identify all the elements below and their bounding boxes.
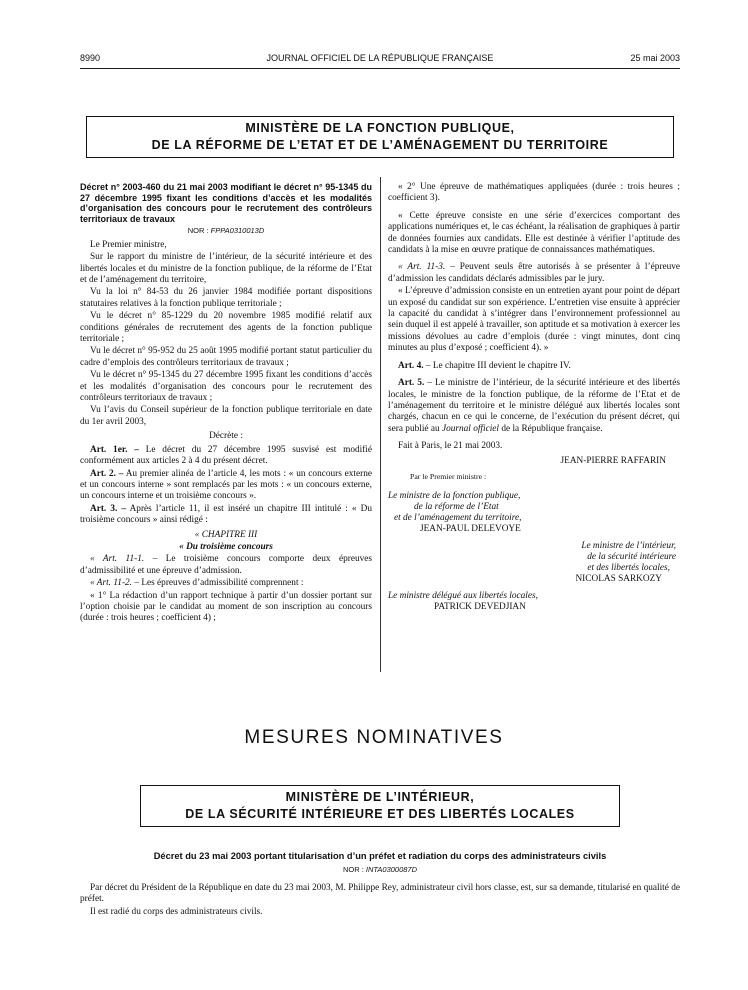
decree2-nor-label: NOR : [342,865,366,874]
decree-title: Décret n° 2003-460 du 21 mai 2003 modifiant le décret n° 95-1345 du 27 décembre 1995 fixant les conditions d’accès et les modalités d’organisation des concours pour le recrutement des contrôleurs territoriaux de travaux [80,182,372,224]
article-4-label: Art. 4. [398,360,424,371]
article-1 [80,445,372,468]
chapter-title: « Du troisième concours [179,541,273,552]
minister-fp-line2: de la réforme de l’Etat [414,502,499,513]
article-5-journal: Journal officiel [441,423,500,434]
issue-date: 25 mai 2003 [630,53,680,63]
signature-minister-interior [388,541,680,585]
article-2-text: Au premier alinéa de l’article 4, les mots : « un concours externe et un concours interne » sont remplacés par les mots : « un concours externe, un concours interne et un troisième concours ». [80,468,372,502]
article-1-text: Le décret du 27 décembre 1995 susvisé est modifié conformément aux articles 2 à 4 du présent décret. [80,444,372,467]
ministry2-heading-line1: MINISTÈRE DE L’INTÉRIEUR, [285,790,475,804]
nor-label: NOR : [187,226,211,236]
article-5-text-a: – Le ministre de l’intérieur, de la sécurité intérieure et des libertés locales, le ministre de la fonction publique, de la réforme de l’Etat et de l’aménagement du territoire et le ministre délégué aux libertés locales sont chargés, chacun en ce qui le concerne, de l’exécution du présent décret, qui sera publié au [388,378,681,434]
prime-minister-signature: JEAN-PIERRE RAFFARIN [560,455,666,466]
article-11-1-text: – Le troisième concours comporte deux épreuves d’admissibilité et une épreuve d’admission. [80,554,372,576]
minister-int-name: NICOLAS SARKOZY [575,574,662,585]
article-1-label: Art. 1er. – [90,444,139,455]
ministry-heading-box [86,116,674,158]
column-divider [380,177,381,672]
nor-reference [80,225,372,236]
article-3 [80,504,372,527]
minister-del-name: PATRICK DEVEDJIAN [434,602,526,613]
minister-fp-line3: et de l’aménagement du territoire, [394,513,522,524]
ministry-heading-box-2 [140,785,620,827]
article-2 [80,469,372,503]
decree2-nor [80,865,680,874]
article-11-1-label: « Art. 11-1. [90,554,145,565]
chapter-heading: « CHAPITRE III [194,529,258,540]
left-column [80,182,372,626]
preamble-paragraph: Sur le rapport du ministre de l’intérieur, de la sécurité intérieure et des libertés locales et du ministre de la fonction publique, de la réforme de l’Etat et de l’aménagement du territoire, [80,252,372,285]
running-header [80,53,680,67]
preamble-paragraph: Vu le décret n° 85-1229 du 20 novembre 1985 modifié relatif aux conditions générales de recrutement des agents de la fonction publique territoriale ; [80,311,372,345]
article-11-3-label: « Art. 11-3. [398,262,446,273]
admission-paragraph: « L’épreuve d’admission consiste en un entretien ayant pour point de départ un exposé du candidat sur son expérience. L’entretien vise ensuite à apprécier la capacité du candidat à s’intégrer dans l’environnement professionnel au sein duquel il est appelé à travailler, son aptitude et sa motivation à exercer les missions dévolues au cadre d’emplois (durée : vingt minutes, dont cinq minutes au plus d’exposé ; coefficient 4). » [388,286,680,354]
section-title: MESURES NOMINATIVES [244,727,504,748]
decrete-heading: Décrète : [209,431,243,442]
decree2-paragraph: Il est radié du corps des administrateurs civils. [90,906,263,917]
article-3-text: Après l’article 11, il est inséré un chapitre III intitulé : « Du troisième concours » ainsi rédigé : [80,503,372,526]
article-11-1 [80,554,372,577]
exam-item-1: « 1° La rédaction d’un rapport technique à partir d’un dossier portant sur l’option choisie par le candidat au moment de son inscription au concours (durée : trois heures ; coefficient 4) ; [80,590,372,624]
nor-code: FPPA0310013D [210,226,265,236]
decree2-nor-code: INTA0300087D [365,865,418,874]
minister-int-line2: de la sécurité intérieure [587,552,676,563]
article-11-2-text: – Les épreuves d’admissibilité comprennent : [132,578,304,589]
page-number: 8990 [80,53,101,63]
preamble-paragraph: Vu l’avis du Conseil supérieur de la fonction publique territoriale en date du 1er avril 2003, [80,405,372,427]
exam-item-2: « 2° Une épreuve de mathématiques appliquées (durée : trois heures ; coefficient 3). [388,182,680,204]
article-11-3-text: – Peuvent seuls être autorisés à se présenter à l’épreuve d’admission les candidats déclarés admissibles par le jury. [388,262,680,284]
article-5-text-b: de la République française. [499,423,603,434]
minister-int-line1: Le ministre de l’intérieur, [581,541,676,552]
signature-date: Fait à Paris, le 21 mai 2003. [398,441,503,452]
preamble-paragraph: Vu le décret n° 95-1345 du 27 décembre 1995 fixant les conditions d’accès et les modalités d’organisation des concours pour le recrutement des contrôleurs territoriaux de travaux ; [80,370,372,404]
article-4-text: – Le chapitre III devient le chapitre IV. [423,360,571,371]
minister-del-line1: Le ministre délégué aux libertés locales, [388,591,538,602]
minister-int-line3: et des libertés locales, [587,563,670,574]
article-11-3 [388,262,680,285]
article-2-label: Art. 2. – [90,468,124,479]
right-column [388,182,680,613]
article-3-label: Art. 3. – [90,503,127,514]
article-5 [388,378,680,435]
decree2-title: Décret du 23 mai 2003 portant titularisation d’un préfet et radiation du corps des administrateurs civils [153,851,607,861]
preamble-paragraph: Vu la loi n° 84-53 du 26 janvier 1984 modifiée portant dispositions statutaires relatives à la fonction publique territoriale ; [80,287,372,309]
ministry2-heading-line2: DE LA SÉCURITÉ INTÉRIEURE ET DES LIBERTÉS LOCALES [185,807,575,821]
ministry-heading-line1: MINISTÈRE DE LA FONCTION PUBLIQUE, [245,121,515,135]
decree2-paragraph: Par décret du Président de la République en date du 23 mai 2003, M. Philippe Rey, administrateur civil hors classe, est, sur sa demande, titularisé en qualité de préfet. [80,883,680,905]
ministry-heading-line2: DE LA RÉFORME DE L’ETAT ET DE L’AMÉNAGEMENT DU TERRITOIRE [151,138,609,152]
minister-fp-line1: Le ministre de la fonction publique, [388,491,521,502]
journal-title: JOURNAL OFFICIEL DE LA RÉPUBLIQUE FRANÇAISE [266,53,494,63]
preamble-paragraph: Vu le décret n° 95-952 du 25 août 1995 modifié portant statut particulier du cadre d’emplois des contrôleurs territoriaux de travaux ; [80,346,372,368]
article-5-label: Art. 5. [398,378,425,389]
header-rule [80,68,680,69]
par-prime-minister: Par le Premier ministre : [410,471,487,481]
exam-description: « Cette épreuve consiste en une série d’exercices comportant des applications numériques et, le cas échéant, la réalisation de graphiques à partir de données fournies aux candidats. Elle est destinée à vérifier l’aptitude des candidats à la mise en œuvre pratique de connaissances mathématiques. [388,210,680,256]
signature-minister-public-service [388,491,680,535]
preamble-paragraph: Le Premier ministre, [90,239,167,250]
decree2-body [80,883,680,919]
article-11-2 [80,578,372,589]
article-11-2-label: « Art. 11-2. [90,578,133,589]
minister-fp-name: JEAN-PAUL DELEVOYE [420,524,521,535]
article-4 [388,361,680,372]
signature-minister-delegate [388,591,680,613]
